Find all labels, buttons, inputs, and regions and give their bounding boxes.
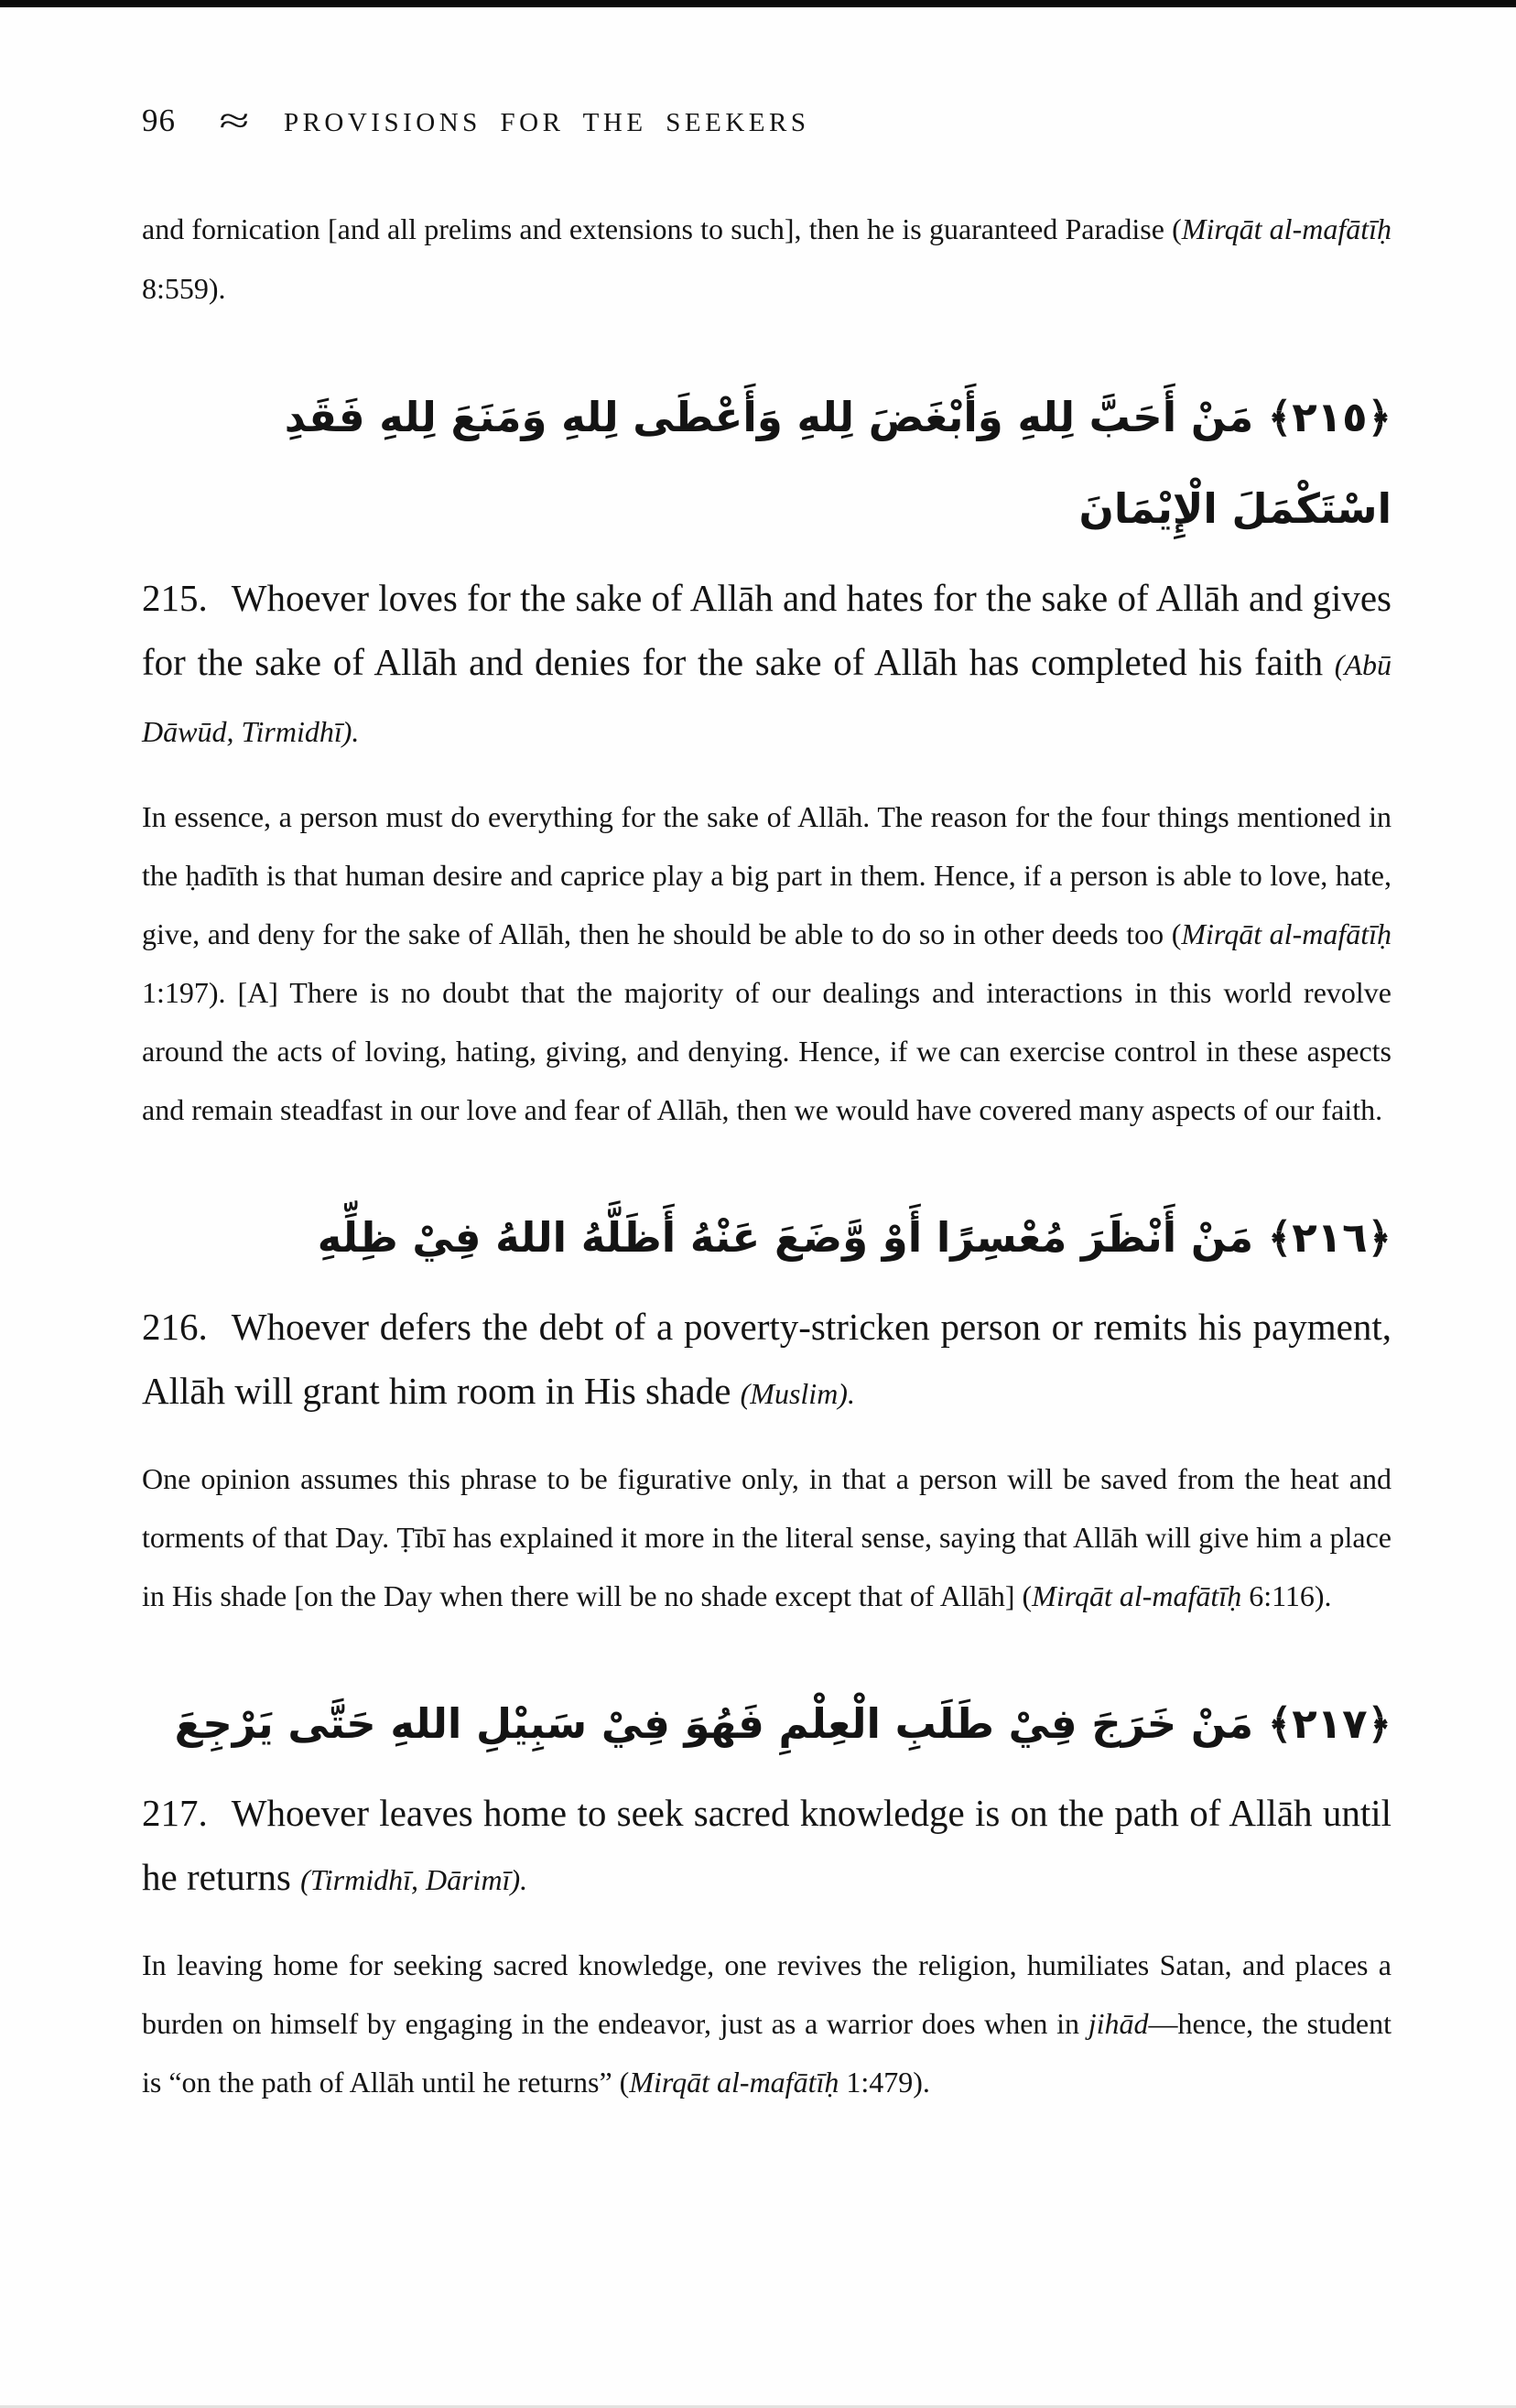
- hadith-translation: [142, 1295, 1391, 1426]
- hadith-translation-text: Whoever leaves home to seek sacred knowledge is on the path of Allāh until he returns (Tirmidhī, Dārimī).: [142, 1792, 1391, 1898]
- hadith-number: 217.: [142, 1792, 208, 1834]
- hadith-entry-215: [142, 372, 1391, 1139]
- hadith-commentary: One opinion assumes this phrase to be figurative only, in that a person will be saved from the heat and torments of that Day. Ṭībī has explained it more in the literal sense, saying that Allāh will give him a place in His shade [on the Day when there will be no shade except that of Allāh] (Mirqāt al-mafātīḥ 6:116).: [142, 1462, 1391, 1612]
- hadith-number: 216.: [142, 1306, 208, 1348]
- hadith-number: 215.: [142, 577, 208, 619]
- page-number: 96: [142, 103, 176, 138]
- hadith-arabic-text: ﴿٢١٥﴾ مَنْ أَحَبَّ لِلهِ وَأَبْغَضَ لِلهِ وَأَعْطَى لِلهِ وَمَنَعَ لِلهِ فَقَدِ اسْتَكْمَلَ الْإِيْمَانَ: [284, 393, 1391, 533]
- continuation-paragraph: and fornication [and all prelims and extensions to such], then he is guaranteed Paradise (Mirqāt al-mafātīḥ 8:559).: [142, 212, 1392, 305]
- hadith-entry-217: [142, 1678, 1391, 2111]
- hadith-translation: [142, 566, 1391, 764]
- hadith-commentary: In essence, a person must do everything for the sake of Allāh. The reason for the four things mentioned in the ḥadīth is that human desire and caprice play a big part in them. Hence, if a person is able to love, hate, give, and deny for the sake of Allāh, then he should be able to do so in other deeds too (Mirqāt al-mafātīḥ 1:197). [A] There is no doubt that the majority of our dealings and interactions in this world revolve around the acts of loving, hating, giving, and denying. Hence, if we can exercise control in these aspects and remain steadfast in our love and fear of Allāh, then we would have covered many aspects of our faith.: [142, 800, 1392, 1126]
- page-content: [142, 0, 1391, 2111]
- hadith-entry-216: [142, 1192, 1391, 1625]
- hadith-arabic-text: ﴿٢١٦﴾ مَنْ أَنْظَرَ مُعْسِرًا أَوْ وَّضَعَ عَنْهُ أَظَلَّهُ اللهُ فِيْ ظِلِّهِ: [317, 1213, 1391, 1262]
- hadith-commentary: In leaving home for seeking sacred knowledge, one revives the religion, humiliates Satan, and places a burden on himself by engaging in the endeavor, just as a warrior does when in jihād—hence, the student is “on the path of Allāh until he returns” (Mirqāt al-mafātīḥ 1:479).: [142, 1948, 1392, 2099]
- hadith-translation-text: Whoever defers the debt of a poverty-stricken person or remits his payment, Allāh will grant him room in His shade (Muslim).: [142, 1306, 1391, 1412]
- book-title: PROVISIONS FOR THE SEEKERS: [283, 108, 810, 137]
- hadith-translation-text: Whoever loves for the sake of Allāh and hates for the sake of Allāh and gives for the sake of Allāh and denies for the sake of Allāh has completed his faith (Abū Dāwūd, Tirmidhī).: [142, 577, 1391, 748]
- running-head: 96 ≈ PROVISIONS FOR THE SEEKERS: [142, 100, 810, 141]
- hadith-arabic-text: ﴿٢١٧﴾ مَنْ خَرَجَ فِيْ طَلَبِ الْعِلْمِ فَهُوَ فِيْ سَبِيْلِ اللهِ حَتَّى يَرْجِعَ: [174, 1699, 1391, 1748]
- hadith-translation: [142, 1781, 1391, 1912]
- scan-edge-top: [0, 0, 1516, 7]
